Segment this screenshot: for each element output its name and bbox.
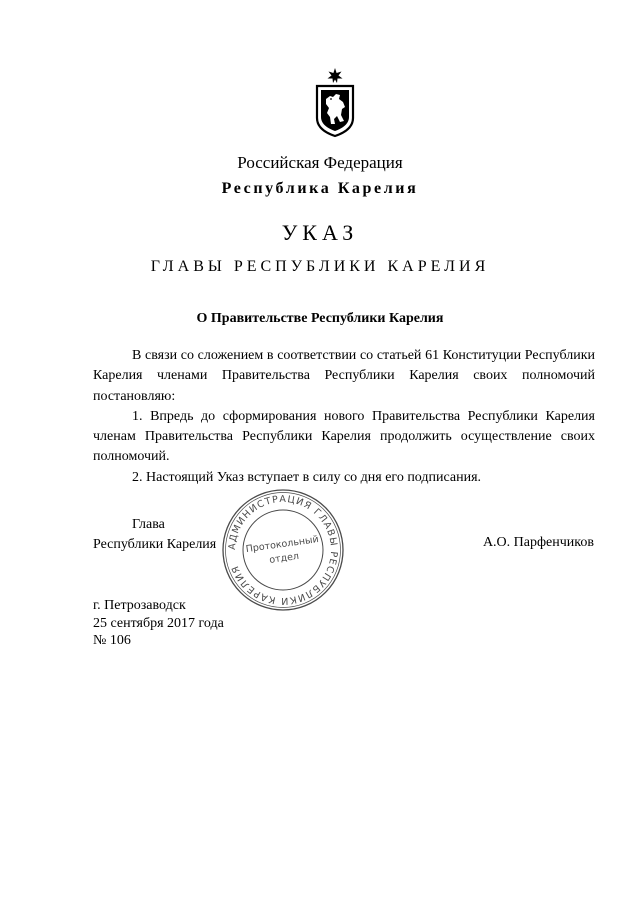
stamp-center-line2: отдел (268, 550, 300, 566)
stamp-center-line1: Протокольный (245, 533, 320, 556)
preamble-paragraph: В связи со сложением в соответствии со статьей 61 Конституции Республики Карелия членами Правительства Республики Карелия своих полномочий постановляю: (93, 348, 595, 404)
issue-date: 25 сентября 2017 года (93, 615, 224, 631)
federation-heading: Российская Федерация (237, 153, 403, 172)
signatory-name: А.О. Парфенчиков (482, 535, 594, 550)
svg-text:АДМИНИСТРАЦИЯ ГЛАВЫ РЕСПУБЛИКИ (227, 494, 339, 606)
clause-2-paragraph: 2. Настоящий Указ вступает в силу со дня его подписания. (132, 469, 482, 485)
signatory-title (93, 515, 216, 556)
republic-heading: Республика Карелия (221, 180, 419, 197)
document-footer (93, 597, 224, 650)
round-stamp-icon (220, 487, 346, 613)
document-subject: О Правительстве Республики Карелия (196, 311, 444, 326)
karelia-coat-of-arms-icon (314, 66, 356, 138)
decree-number: № 106 (93, 633, 131, 648)
stamp-ring-text: АДМИНИСТРАЦИЯ ГЛАВЫ РЕСПУБЛИКИ КАРЕЛИЯ (226, 493, 340, 607)
document-body (93, 346, 595, 488)
signatory-title-line2: Республики Карелия (93, 537, 217, 553)
clause-1-paragraph: 1. Впредь до сформирования нового Правительства Республики Карелия членам Правительства Республики Карелия продолжить осуществление своих полномочий. (93, 408, 595, 465)
document-type: УКАЗ (281, 220, 359, 245)
signatory-title-line1: Глава (132, 517, 165, 532)
document-issuer: ГЛАВЫ РЕСПУБЛИКИ КАРЕЛИЯ (150, 258, 490, 275)
issue-place: г. Петрозаводск (93, 598, 186, 613)
